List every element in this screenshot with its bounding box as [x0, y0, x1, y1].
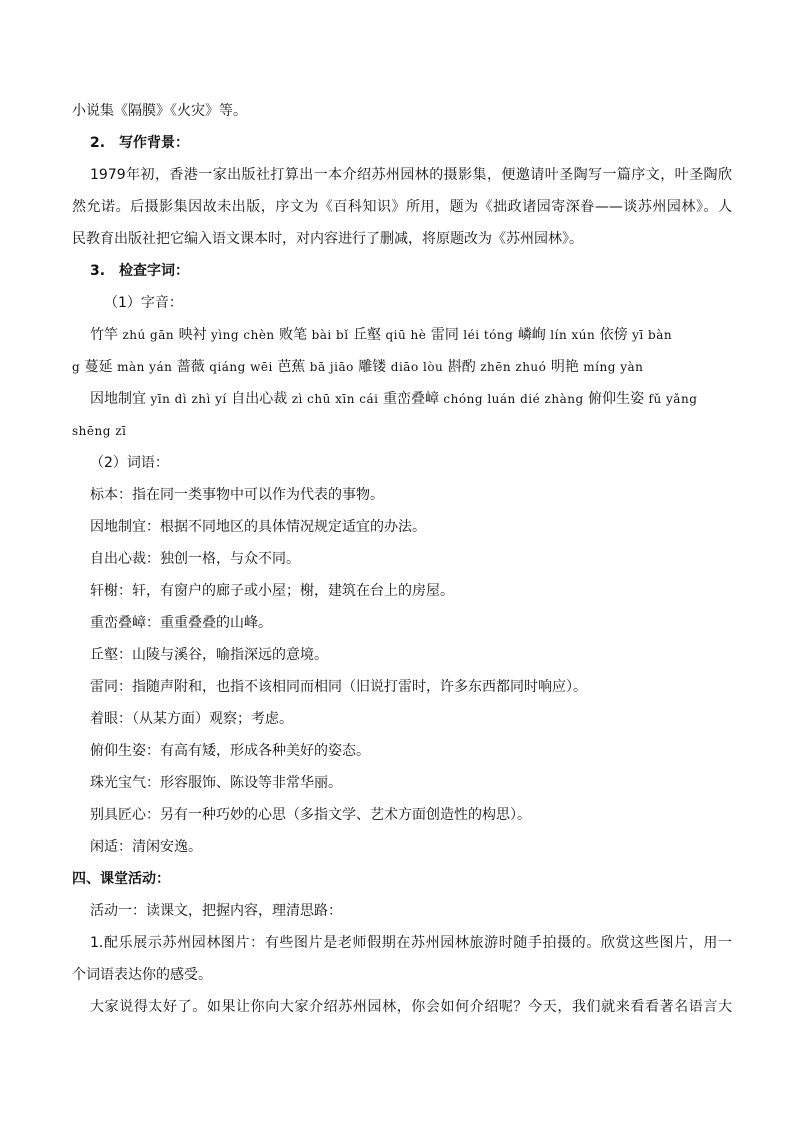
pron-pinyin: míng yàn [583, 360, 644, 374]
pron-word: 丘壑 [353, 327, 382, 343]
pron-word: 映衬 [178, 327, 207, 343]
pron-pinyin: diāo lòu [390, 360, 444, 374]
word-definition: 着眼：（从某方面）观察；考虑。 [90, 711, 293, 727]
pronunciation-line-3 [90, 389, 738, 409]
pron-pinyin: bài bǐ [311, 328, 349, 342]
word-definition: 自出心裁：独创一格，与众不同。 [90, 551, 300, 567]
intro-tail-text: 小说集《隔膜》《火灾》等。 [72, 103, 247, 119]
pronunciation-line-1 [90, 325, 738, 345]
word-definition: 丘壑：山陵与溪谷，喻指深远的意境。 [90, 647, 328, 663]
activity-paragraph-line-2: 个词语表达你的感受。 [72, 967, 212, 983]
background-paragraph-line-3: 民教育出版社把它编入语文课本时，对内容进行了删减，将原题改为《苏州园林》。 [72, 231, 583, 247]
pron-word: 竹竿 [90, 327, 118, 343]
pron-pinyin: qiáng wēi [209, 360, 273, 374]
word-definition: 雷同：指随声附和，也指不该相同而相同（旧说打雷时，许多东西都同时响应）。 [90, 679, 587, 695]
pron-word: 明艳 [550, 359, 579, 375]
pron-word: 依傍 [599, 327, 628, 343]
pron-word: 芭蕉 [277, 359, 306, 375]
pron-word: 雕镂 [358, 359, 387, 375]
pron-pinyin: yī bàn [632, 328, 673, 342]
word-definition: 珠光宝气：形容服饰、陈设等非常华丽。 [90, 775, 342, 791]
activity-paragraph-2: 大家说得太好了。如果让你向大家介绍苏州园林，你会如何介绍呢？今天，我们就来看看著名语言大 [90, 999, 732, 1015]
background-heading: 2. 写作背景： [90, 135, 190, 151]
pron-word: 蔷薇 [176, 359, 205, 375]
pronunciation-line-4: shēng zī [72, 424, 127, 438]
pron-pinyin: fǔ yǎng [648, 392, 698, 406]
pron-pinyin: léi tóng [463, 328, 514, 342]
pron-word: 败笔 [279, 327, 308, 343]
pron-pinyin: zì chū xīn cái [291, 392, 379, 406]
pron-pinyin: zhēn zhuó [480, 360, 547, 374]
pron-pinyin: g [72, 360, 81, 374]
word-definition: 重峦叠嶂：重重叠叠的山峰。 [90, 615, 272, 631]
word-definition: 轩榭：轩，有窗户的廊子或小屋；榭，建筑在台上的房屋。 [90, 583, 454, 599]
classroom-activity-heading: 四、课堂活动： [72, 871, 170, 887]
pron-word: 斟酌 [447, 359, 476, 375]
background-paragraph-line-2: 然允诺。后摄影集因故未出版，序文为《百科知识》所用，题为《拙政诸园寄深眷——谈苏州园林》。人 [72, 199, 732, 215]
pron-pinyin: yīn dì zhì yí [150, 392, 227, 406]
pron-word: 因地制宜 [90, 391, 146, 407]
pron-pinyin: lín xún [550, 328, 596, 342]
pron-word: 重峦叠嶂 [382, 391, 439, 407]
pronunciation-line-2 [72, 357, 732, 377]
word-definition: 因地制宜：根据不同地区的具体情况规定适宜的办法。 [90, 519, 426, 535]
pron-pinyin: zhú gān [122, 328, 175, 342]
check-words-heading: 3. 检查字词： [90, 263, 190, 279]
pron-pinyin: chóng luán dié zhàng [443, 392, 584, 406]
word-definition: 俯仰生姿：有高有矮，形成各种美好的姿态。 [90, 743, 370, 759]
activity-one-title: 活动一：读课文，把握内容，理清思路： [90, 903, 342, 919]
pron-word: 雷同 [430, 327, 459, 343]
pron-word: 自出心裁 [231, 391, 288, 407]
word-definition: 闲适：清闲安逸。 [90, 839, 202, 855]
pron-word: 嶙峋 [517, 327, 546, 343]
pron-pinyin: yìng chèn [211, 328, 275, 342]
pron-pinyin: bā jiāo [309, 360, 354, 374]
pron-pinyin: qiū hè [385, 328, 427, 342]
activity-paragraph-line-1: 1.配乐展示苏州园林图片：有些图片是老师假期在苏州园林旅游时随手拍摄的。欣赏这些图片，用一 [90, 935, 732, 951]
pronunciation-heading: （1）字音： [104, 295, 183, 311]
pron-pinyin: màn yán [117, 360, 173, 374]
word-definition: 别具匠心：另有一种巧妙的心思（多指文学、艺术方面创造性的构思）。 [90, 807, 531, 823]
word-definition: 标本：指在同一类事物中可以作为代表的事物。 [90, 487, 384, 503]
pron-word: 蔓延 [84, 359, 113, 375]
words-heading: （2）词语： [90, 455, 169, 471]
background-paragraph-line-1: 1979年初，香港一家出版社打算出一本介绍苏州园林的摄影集，便邀请叶圣陶写一篇序文，叶圣陶欣 [90, 167, 732, 183]
pron-word: 俯仰生姿 [588, 391, 645, 407]
